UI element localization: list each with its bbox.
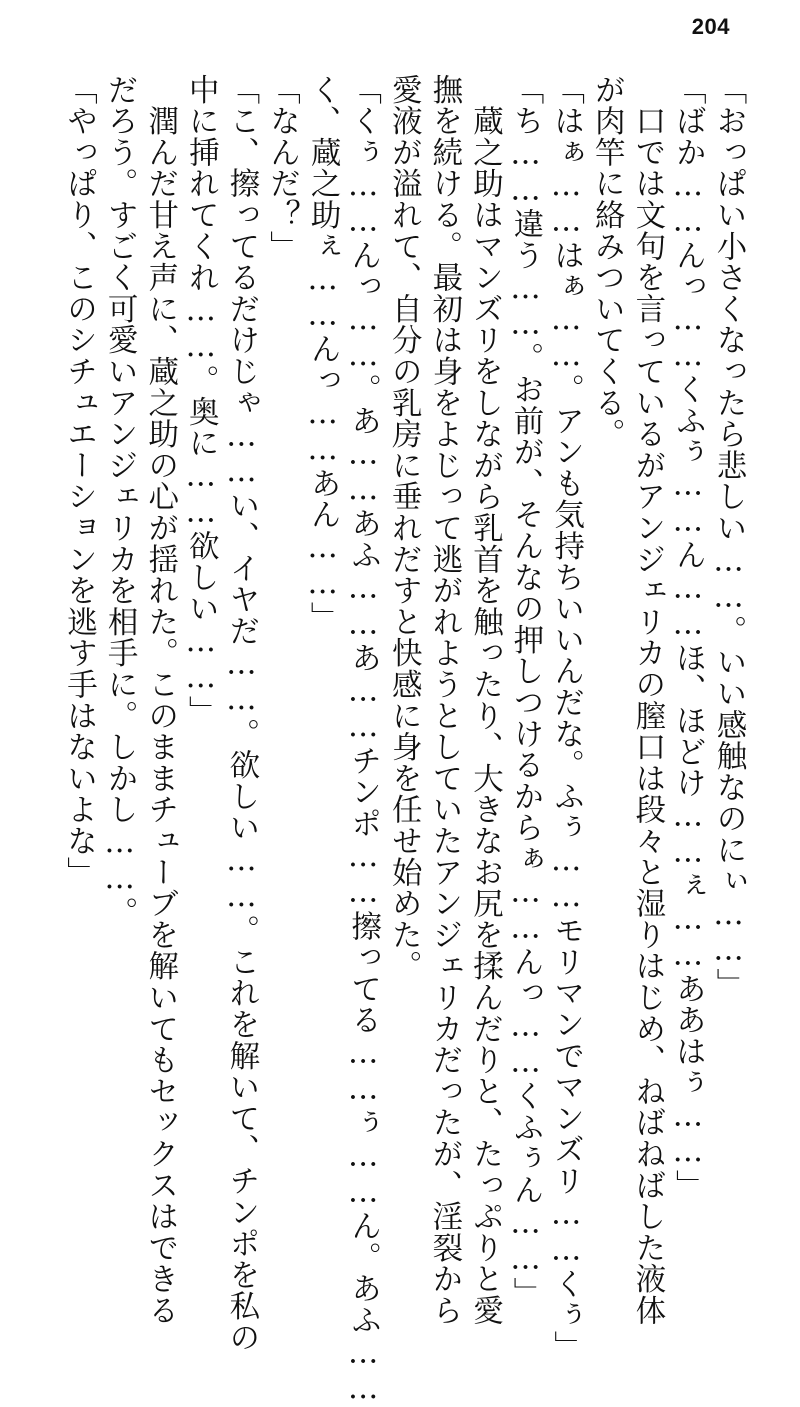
text-line: 「やっぱり、このシチュエーションを逃す手はないよな」 — [61, 74, 97, 888]
text-line: 「はぁ……はぁ……。アンも気持ちいいんだな。ふぅ……モリマンでマンズリ……くぅ」 — [548, 74, 584, 1362]
text-line: 潤んだ甘え声に、蔵之助の心が揺れた。このままチューブを解いてもセックスはできる — [142, 74, 178, 1326]
text-line: 「なんだ？」 — [264, 74, 300, 262]
text-line: 愛液が溢れて、自分の乳房に垂れだすと快感に身を任せ始めた。 — [386, 74, 422, 982]
text-line: 「おっぱい小さくなったら悲しい……。いい感触なのにぃ……」 — [711, 74, 746, 1000]
text-line: 口では文句を言っているがアンジェリカの膣口は段々と湿りはじめ、ねばねばした液体 — [629, 74, 665, 1326]
text-line: 中に挿れてくれ……。奥に……欲しい……」 — [183, 74, 219, 727]
text-line: 「ばか……んっ……くふぅ……ん……ほ、ほどけ……ぇ……ああはぅ……」 — [670, 74, 706, 1202]
text-line: が肉竿に絡みついてくる。 — [589, 74, 625, 450]
text-line: 「くぅ……んっ……。あ……あふ……あ……チンポ……擦ってる……ぅ……ん。あふ…… — [345, 74, 381, 1407]
text-line: 撫を続ける。最初は身をよじって逃がれようとしていたアンジェリカだったが、淫裂から — [426, 74, 462, 1326]
text-line: だろう。すごく可愛いアンジェリカを相手に。しかし……。 — [102, 74, 138, 929]
text-line: 「こ、擦ってるだけじゃ……い、イヤだ……。欲しい……。これを解いて、チンポを私の — [223, 74, 259, 1353]
text-line: く、蔵之助ぇ……んっ……あん……」 — [305, 74, 341, 634]
text-line: 「ち……違う……。お前が、そんなの押しつけるからぁ……んっ……くふぅん……」 — [508, 74, 544, 1309]
page-number: 204 — [691, 14, 730, 39]
text-line: 蔵之助はマンズリをしながら乳首を触ったり、大きなお尻を揉んだりと、たっぷりと愛 — [467, 74, 503, 1326]
vertical-text-body — [28, 74, 748, 1407]
